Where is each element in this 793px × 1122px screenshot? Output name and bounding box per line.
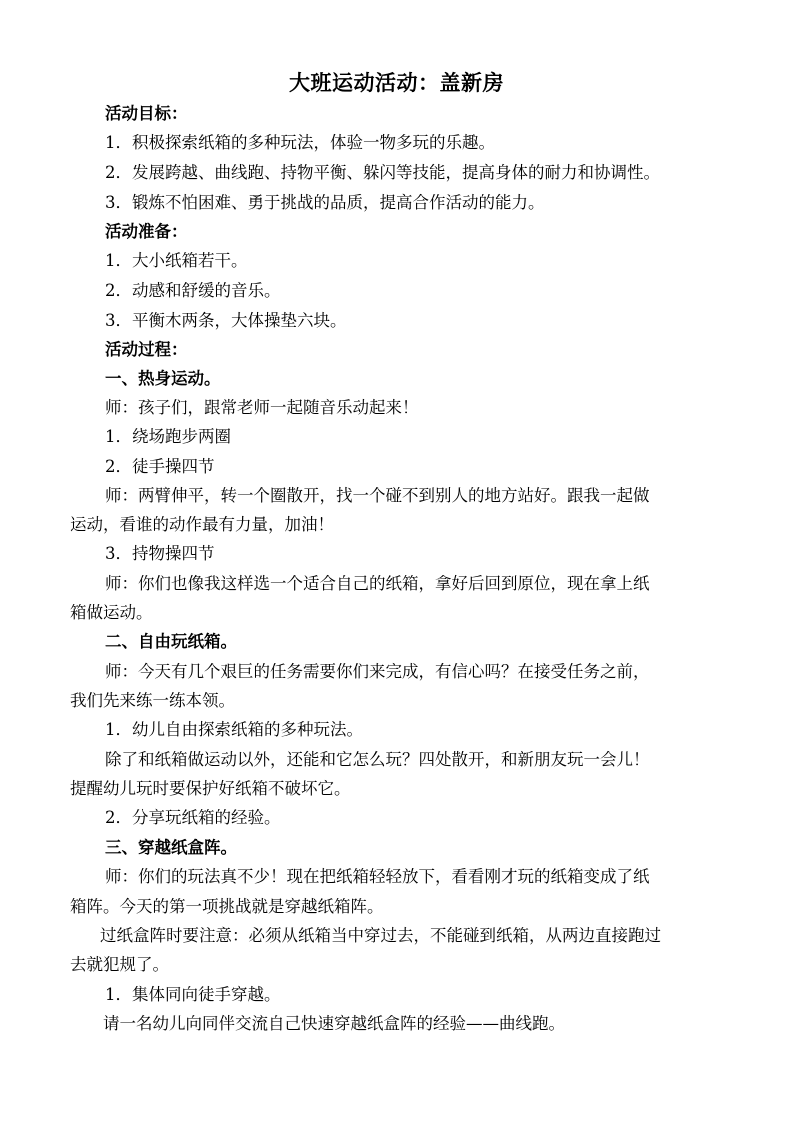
section-3-step-1: 1．集体同向徒手穿越。 <box>105 985 281 1004</box>
section-1-para-2-line-2: 箱做运动。 <box>70 603 153 622</box>
section-1-step-1: 1．绕场跑步两圈 <box>105 427 231 446</box>
section-1-heading: 一、热身运动。 <box>105 369 221 388</box>
section-3-para-1-line-2: 箱阵。今天的第一项挑战就是穿越纸箱阵。 <box>70 897 384 916</box>
section-2-step-1: 1．幼儿自由探索纸箱的多种玩法。 <box>105 720 363 739</box>
section-2-para-1-line-1: 师：今天有几个艰巨的任务需要你们来完成，有信心吗？在接受任务之前， <box>105 662 650 681</box>
preparation-item-1: 1．大小纸箱若干。 <box>105 251 248 270</box>
section-1-step-3: 3．持物操四节 <box>105 544 215 563</box>
section-2-heading: 二、自由玩纸箱。 <box>105 632 237 651</box>
section-3-heading: 三、穿越纸盒阵。 <box>105 838 237 857</box>
section-2-para-2-line-1: 除了和纸箱做运动以外，还能和它怎么玩？四处散开，和新朋友玩一会儿！ <box>105 750 650 769</box>
section-2-para-2-line-2: 提醒幼儿玩时要保护好纸箱不破坏它。 <box>70 779 351 798</box>
section-1-para-1-line-2: 运动，看谁的动作最有力量，加油！ <box>70 515 334 534</box>
section-1-para-2-line-1: 师：你们也像我这样选一个适合自己的纸箱，拿好后回到原位，现在拿上纸 <box>105 574 650 593</box>
section-3-para-1-line-1: 师：你们的玩法真不少！现在把纸箱轻轻放下，看看刚才玩的纸箱变成了纸 <box>105 867 650 886</box>
goal-item-2: 2．发展跨越、曲线跑、持物平衡、躲闪等技能，提高身体的耐力和协调性。 <box>105 163 660 182</box>
goal-item-3: 3．锻炼不怕困难、勇于挑战的品质，提高合作活动的能力。 <box>105 193 545 212</box>
preparation-item-3: 3．平衡木两条，大体操垫六块。 <box>105 311 347 330</box>
section-3-para-3: 请一名幼儿向同伴交流自己快速穿越纸盒阵的经验——曲线跑。 <box>103 1014 565 1033</box>
preparation-item-2: 2．动感和舒缓的音乐。 <box>105 281 281 300</box>
section-1-step-2: 2．徒手操四节 <box>105 457 215 476</box>
section-3-para-2-line-1: 过纸盒阵时要注意：必须从纸箱当中穿过去，不能碰到纸箱，从两边直接跑过 <box>100 926 661 945</box>
goal-item-1: 1．积极探索纸箱的多种玩法，体验一物多玩的乐趣。 <box>105 133 495 152</box>
goals-heading: 活动目标： <box>105 104 188 123</box>
process-heading: 活动过程： <box>105 340 188 359</box>
document-title: 大班运动活动：盖新房 <box>289 70 504 95</box>
section-2-para-1-line-2: 我们先来练一练本领。 <box>70 691 235 710</box>
section-3-para-2-line-2: 去就犯规了。 <box>70 955 169 974</box>
section-1-teacher-line: 师：孩子们，跟常老师一起随音乐动起来！ <box>105 398 419 417</box>
preparation-heading: 活动准备： <box>105 222 188 241</box>
section-1-para-1-line-1: 师：两臂伸平，转一个圈散开，找一个碰不到别人的地方站好。跟我一起做 <box>105 486 650 505</box>
section-2-step-2: 2．分享玩纸箱的经验。 <box>105 808 281 827</box>
